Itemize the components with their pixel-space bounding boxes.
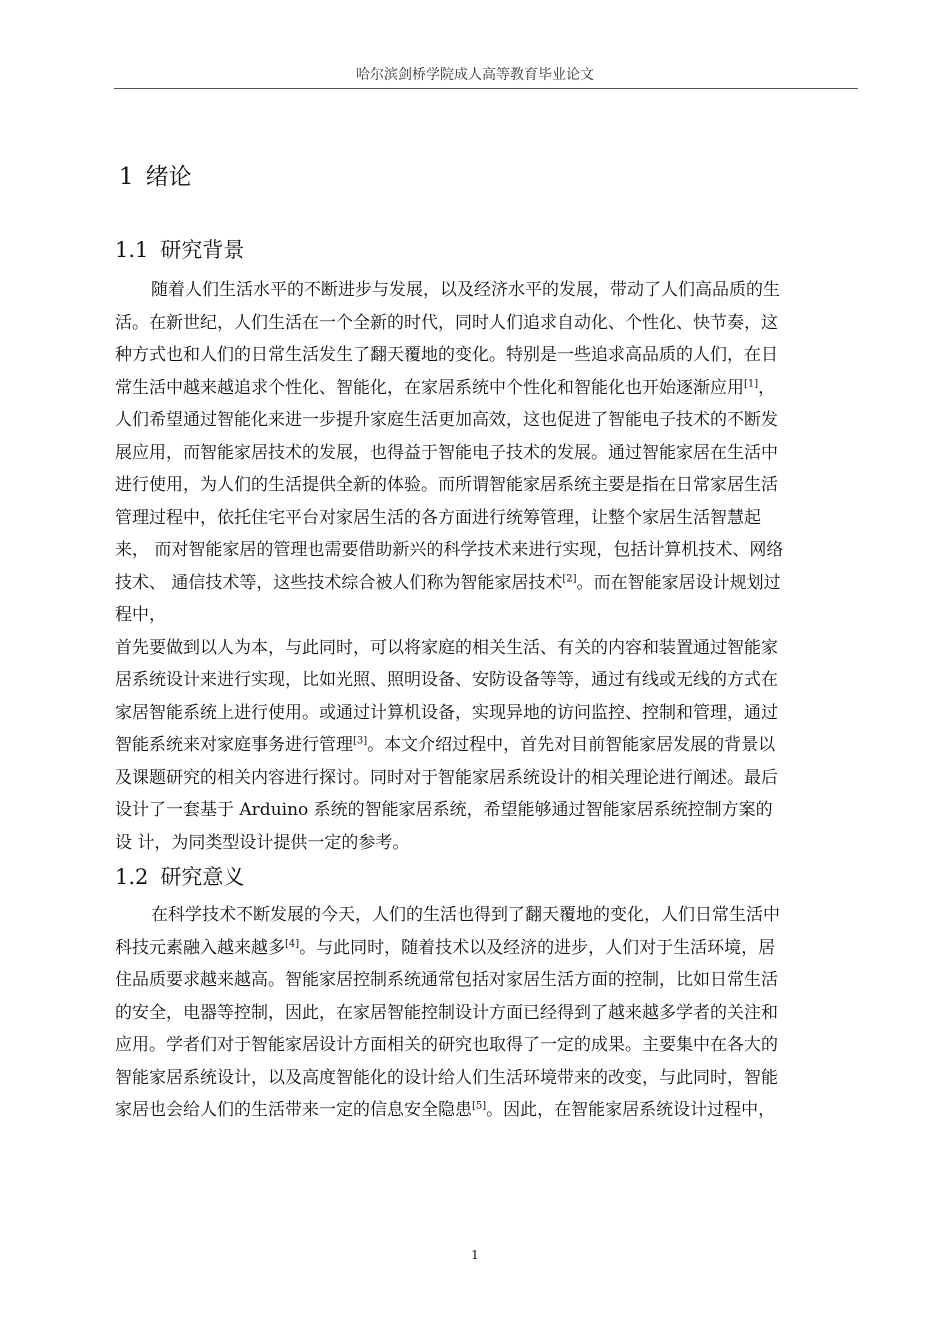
text-segment: 。本文介绍过程中，首先对目前智能家居发展的背景以 (367, 735, 776, 755)
text-segment: 科技元素融入越来越多 (115, 937, 285, 958)
citation-ref: [2] (562, 572, 577, 584)
section-title: 研究背景 (160, 238, 245, 262)
text-line (115, 729, 865, 762)
chapter-number: 1 (119, 164, 134, 190)
text-line: 居系统设计来进行实现，比如光照、照明设备、安防设备等等，通过有线或无线的方式在 (115, 670, 778, 690)
text-line: 设 计，为同类型设计提供一定的参考。 (115, 832, 410, 853)
text-line: 随着人们生活水平的不断进步与发展，以及经济水平的发展，带动了人们高品质的生 (151, 280, 780, 300)
section-1-1-body (115, 274, 865, 859)
text-line: 住品质要求越来越高。智能家居控制系统通常包括对家居生活方面的控制，比如日常生活 (115, 970, 778, 990)
text-line (115, 1094, 865, 1127)
text-segment: 。与此同时，随着技术以及经济的进步，人们对于生活环境，居 (299, 937, 776, 958)
text-line (115, 567, 865, 600)
text-line: 家居智能系统上进行使用。或通过计算机设备，实现异地的访问监控、控制和管理，通过 (115, 702, 778, 723)
text-line: 的安全，电器等控制，因此，在家居智能控制设计方面已经得到了越来越多学者的关注和 (115, 1002, 778, 1023)
section-1-2-body (115, 899, 865, 1127)
text-line: 进行使用，为人们的生活提供全新的体验。而所谓智能家居系统主要是指在日常家居生活 (115, 475, 778, 495)
text-line: 智能家居系统设计，以及高度智能化的设计给人们生活环境带来的改变，与此同时，智能 (115, 1067, 778, 1088)
text-line: 应用。学者们对于智能家居设计方面相关的研究也取得了一定的成果。主要集中在各大的 (115, 1035, 778, 1055)
text-line: 人们希望通过智能化来进一步提升家庭生活更加高效，这也促进了智能电子技术的不断发 (115, 410, 778, 430)
page-number: 1 (471, 1248, 479, 1262)
text-segment: 。因此，在智能家居系统设计过程中， (486, 1100, 776, 1120)
text-line (115, 932, 865, 965)
text-segment: 智能系统来对家庭事务进行管理 (115, 735, 353, 755)
section-number: 1.1 (115, 238, 149, 262)
text-segment: 家居也会给人们的生活带来一定的信息安全隐患 (115, 1100, 472, 1120)
text-line: 程中， (115, 605, 166, 625)
citation-ref: [5] (472, 1100, 487, 1112)
text-line: 展应用，而智能家居技术的发展，也得益于智能电子技术的发展。通过智能家居在生活中 (115, 442, 778, 463)
citation-ref: [4] (285, 937, 300, 949)
citation-ref: [3] (353, 735, 368, 747)
text-segment: 。而在智能家居设计规划过 (576, 572, 781, 593)
section-heading-1-2 (115, 859, 865, 895)
text-line: 设计了一套基于 Arduino 系统的智能家居系统，希望能够通过智能家居系统控制方案的 (115, 800, 773, 820)
text-line: 来， 而对智能家居的管理也需要借助新兴的科学技术来进行实现，包括计算机技术、网络 (115, 540, 784, 560)
header-divider (114, 88, 858, 89)
chapter-heading (119, 160, 865, 194)
page-body (115, 160, 865, 1127)
section-number: 1.2 (115, 865, 149, 889)
running-header: 哈尔滨剑桥学院成人高等教育毕业论文 (356, 67, 594, 83)
section-title: 研究意义 (160, 865, 245, 889)
text-line: 在科学技术不断发展的今天，人们的生活也得到了翻天覆地的变化，人们日常生活中 (151, 905, 780, 925)
text-line: 常生活中越来越追求个性化、智能化，在家居系统中个性化和智能化也开始逐渐应用[1]， (115, 377, 776, 398)
text-segment: 技术、 通信技术等，这些技术综合被人们称为智能家居技术 (115, 572, 563, 593)
text-line: 首先要做到以人为本，与此同时，可以将家庭的相关生活、有关的内容和装置通过智能家 (115, 637, 778, 658)
section-heading-1-1 (115, 232, 865, 268)
text-line: 活。在新世纪，人们生活在一个全新的时代，同时人们追求自动化、个性化、快节奏，这 (115, 312, 778, 333)
text-line: 管理过程中，依托住宅平台对家居生活的各方面进行统筹管理，让整个家居生活智慧起 (115, 507, 761, 528)
chapter-title: 绪论 (145, 164, 192, 190)
text-segment: 常生活中越来越追求个性化、智能化，在家居系统中个性化和智能化也开始逐渐应用 (115, 377, 744, 398)
text-line: 及课题研究的相关内容进行探讨。同时对于智能家居系统设计的相关理论进行阐述。最后 (115, 767, 778, 788)
citation-ref: [1] (744, 377, 759, 389)
text-line: 种方式也和人们的日常生活发生了翻天覆地的变化。特别是一些追求高品质的人们，在日 (115, 345, 778, 365)
